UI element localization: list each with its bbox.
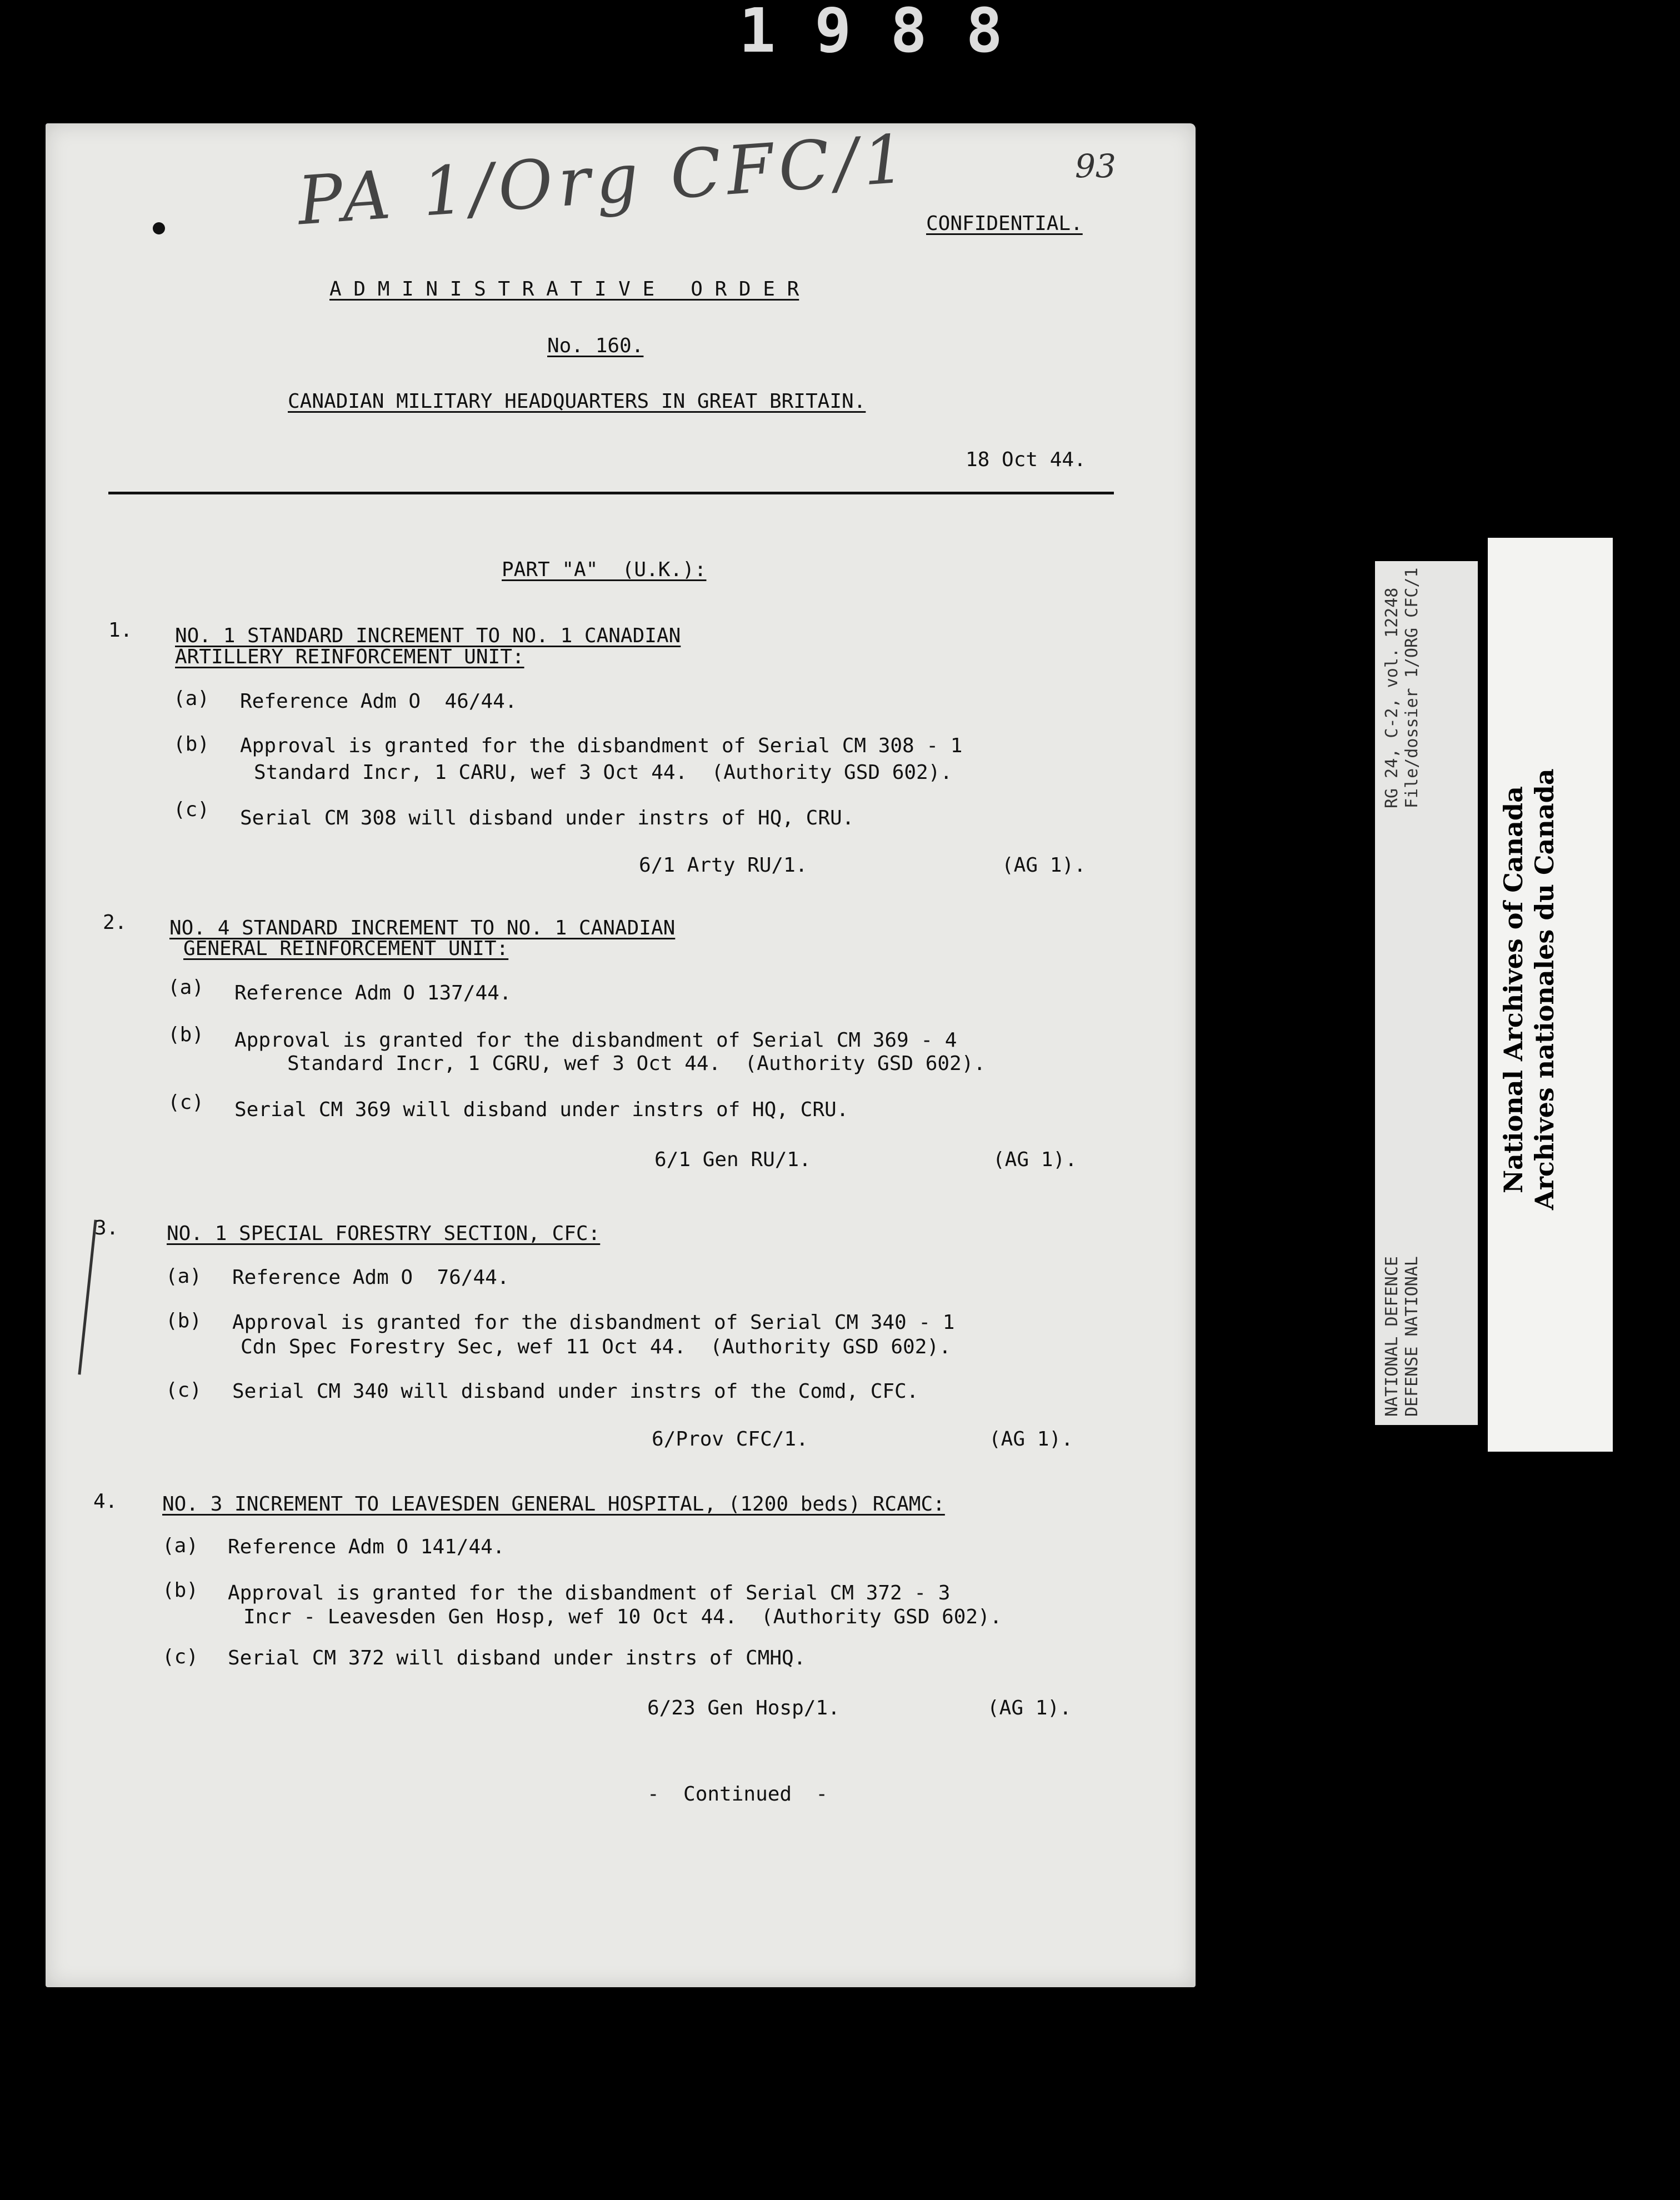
file-reference: 6/1 Arty RU/1. bbox=[639, 854, 808, 877]
subpara-text-c: Serial CM 340 will disband under instrs of the Comd, CFC. bbox=[232, 1380, 919, 1403]
continued-note: - Continued - bbox=[647, 1783, 828, 1806]
file-reference: 6/23 Gen Hosp/1. bbox=[647, 1697, 840, 1719]
archives-stamp-slip bbox=[1488, 538, 1613, 1452]
archive-reference-line1: RG 24, C-2, vol. 12248 bbox=[1382, 587, 1402, 808]
branch-reference: (AG 1). bbox=[987, 1697, 1072, 1719]
subpara-label-b: (b) bbox=[166, 1309, 202, 1332]
item-number: 1. bbox=[108, 619, 133, 642]
subpara-text-a: Reference Adm O 46/44. bbox=[240, 690, 517, 713]
subpara-label-a: (a) bbox=[173, 687, 210, 710]
handwritten-file-reference: PA 1/Org CFC/1 bbox=[295, 120, 914, 241]
subpara-label-c: (c) bbox=[162, 1646, 199, 1668]
issuing-headquarters: CANADIAN MILITARY HEADQUARTERS IN GREAT BRITAIN. bbox=[288, 390, 866, 413]
archives-name-fr: Archives nationales du Canada bbox=[1529, 768, 1559, 1210]
item-number: 2. bbox=[103, 911, 127, 934]
subpara-text-b-line2: Incr - Leavesden Gen Hosp, wef 10 Oct 44. (Authority GSD 602). bbox=[243, 1606, 1002, 1628]
subpara-label-a: (a) bbox=[162, 1534, 199, 1557]
subpara-text-c: Serial CM 372 will disband under instrs of CMHQ. bbox=[228, 1647, 806, 1669]
order-number: No. 160. bbox=[547, 334, 644, 357]
document-title: A D M I N I S T R A T I V E O R D E R bbox=[329, 278, 799, 301]
file-reference: 6/1 Gen RU/1. bbox=[654, 1148, 811, 1171]
subpara-text-b-line1: Approval is granted for the disbandment of Serial CM 308 - 1 bbox=[240, 734, 963, 757]
microfilm-reel-number: 1988 bbox=[739, 0, 1042, 66]
subpara-text-b-line1: Approval is granted for the disbandment of Serial CM 340 - 1 bbox=[232, 1311, 955, 1334]
subpara-text-b-line1: Approval is granted for the disbandment of Serial CM 372 - 3 bbox=[228, 1582, 951, 1604]
item-heading-line1: NO. 1 STANDARD INCREMENT TO NO. 1 CANADIAN bbox=[175, 624, 681, 647]
subpara-label-c: (c) bbox=[166, 1379, 202, 1402]
subpara-label-b: (b) bbox=[173, 733, 210, 756]
subpara-text-a: Reference Adm O 137/44. bbox=[234, 982, 512, 1004]
subpara-label-a: (a) bbox=[168, 976, 204, 999]
subpara-label-c: (c) bbox=[173, 798, 210, 821]
subpara-text-b-line2: Standard Incr, 1 CGRU, wef 3 Oct 44. (Authority GSD 602). bbox=[287, 1052, 986, 1075]
subpara-label-c: (c) bbox=[168, 1091, 204, 1114]
item-heading-line1: NO. 4 STANDARD INCREMENT TO NO. 1 CANADIAN bbox=[169, 917, 676, 939]
handwritten-page-number: 93 bbox=[1075, 147, 1116, 185]
subpara-text-a: Reference Adm O 76/44. bbox=[232, 1266, 509, 1289]
subpara-text-a: Reference Adm O 141/44. bbox=[228, 1536, 505, 1558]
item-heading-line1: NO. 1 SPECIAL FORESTRY SECTION, CFC: bbox=[167, 1222, 601, 1245]
file-reference: 6/Prov CFC/1. bbox=[652, 1428, 808, 1451]
subpara-text-c: Serial CM 308 will disband under instrs of HQ, CRU. bbox=[240, 807, 854, 829]
item-heading-line1: NO. 3 INCREMENT TO LEAVESDEN GENERAL HOSPITAL, (1200 beds) RCAMC: bbox=[162, 1493, 945, 1516]
subpara-label-a: (a) bbox=[166, 1265, 202, 1288]
ink-mark bbox=[153, 222, 165, 234]
subpara-text-c: Serial CM 369 will disband under instrs of HQ, CRU. bbox=[234, 1098, 849, 1121]
archives-name-en: National Archives of Canada bbox=[1498, 786, 1528, 1193]
part-heading: PART "A" (U.K.): bbox=[502, 558, 707, 581]
subpara-text-b-line1: Approval is granted for the disbandment of Serial CM 369 - 4 bbox=[234, 1029, 957, 1052]
item-number: 4. bbox=[93, 1490, 118, 1513]
department-line2: DEFENSE NATIONAL bbox=[1402, 1256, 1422, 1417]
archive-reference-line2: File/dossier 1/ORG CFC/1 bbox=[1402, 567, 1422, 808]
department-line1: NATIONAL DEFENCE bbox=[1382, 1256, 1402, 1417]
item-heading-line2: ARTILLERY REINFORCEMENT UNIT: bbox=[175, 646, 524, 668]
classification-marking: CONFIDENTIAL. bbox=[926, 212, 1083, 235]
item-heading-line2: GENERAL REINFORCEMENT UNIT: bbox=[183, 937, 509, 960]
subpara-label-b: (b) bbox=[168, 1023, 204, 1046]
branch-reference: (AG 1). bbox=[989, 1428, 1073, 1451]
archive-reference-slip bbox=[1375, 561, 1478, 1425]
branch-reference: (AG 1). bbox=[993, 1148, 1077, 1171]
subpara-label-b: (b) bbox=[162, 1579, 199, 1602]
subpara-text-b-line2: Cdn Spec Forestry Sec, wef 11 Oct 44. (Authority GSD 602). bbox=[241, 1336, 951, 1358]
subpara-text-b-line2: Standard Incr, 1 CARU, wef 3 Oct 44. (Authority GSD 602). bbox=[254, 761, 953, 784]
order-date: 18 Oct 44. bbox=[966, 448, 1086, 471]
branch-reference: (AG 1). bbox=[1002, 854, 1086, 877]
header-rule bbox=[108, 492, 1114, 494]
item-number: 3. bbox=[94, 1217, 119, 1239]
